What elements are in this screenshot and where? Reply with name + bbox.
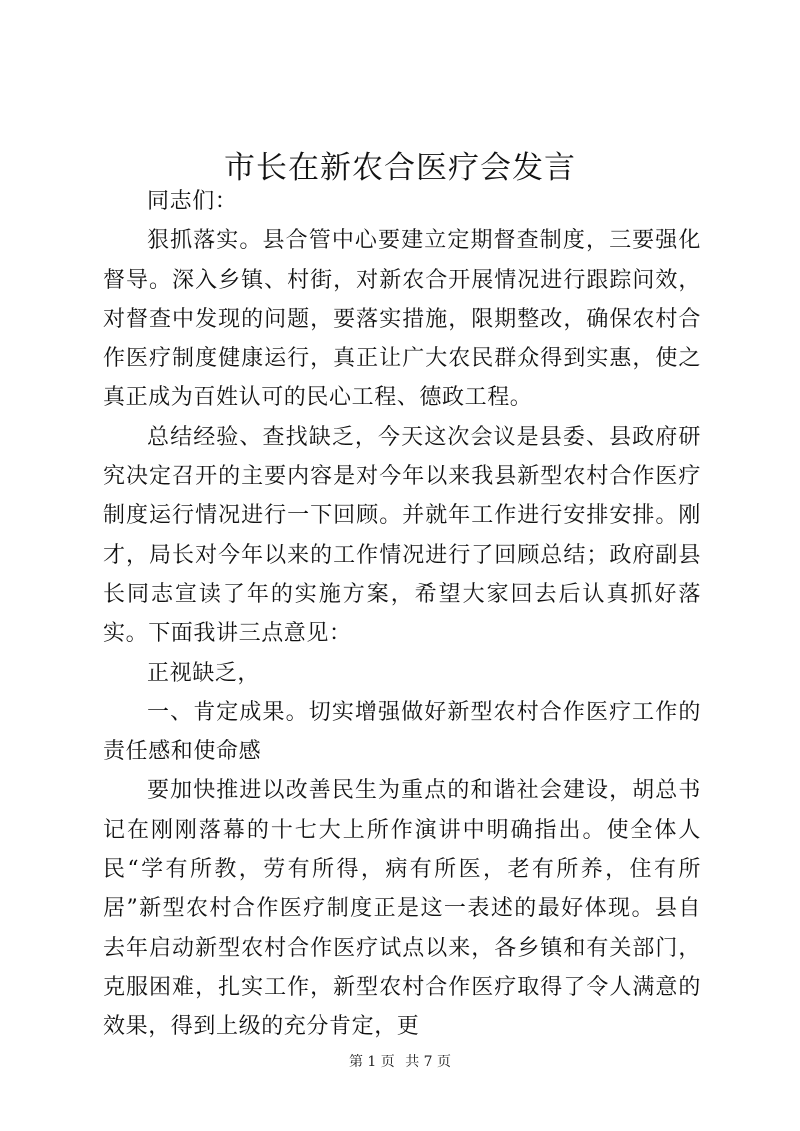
document-title: 市长在新农合医疗会发言: [224, 150, 576, 186]
paragraph-5: 要加快推进以改善民生为重点的和谐社会建设，胡总书记在刚刚落幕的十七大上所作演讲中明确指出。使全体人民“学有所教，劳有所得，病有所医，老有所养，住有所居”新型农村合作医疗制度正是这一表述的最好体现。县自去年启动新型农村合作医疗试点以来，各乡镇和有关部门，克服困难，扎实工作，新型农村合作医疗取得了令人满意的效果，得到上级的充分肯定，更: [103, 778, 701, 1040]
paragraph-1: 狠抓落实。县合管中心要建立定期督查制度，三要强化督导。深入乡镇、村街，对新农合开展情况进行跟踪问效，对督查中发现的问题，要落实措施，限期整改，确保农村合作医疗制度健康运行，真正让广大农民群众得到实惠，使之真正成为百姓认可的民心工程、德政工程。: [103, 228, 701, 411]
paragraph-3: 正视缺乏，: [147, 660, 261, 686]
page-number: 第 1 页: [348, 1054, 395, 1070]
paragraph-2: 总结经验、查找缺乏，今天这次会议是县委、县政府研究决定召开的主要内容是对今年以来我县新型农村合作医疗制度运行情况进行一下回顾。并就年工作进行安排安排。刚才，局长对今年以来的工作情况进行了回顾总结；政府副县长同志宣读了年的实施方案，希望大家回去后认真抓好落实。下面我讲三点意见：: [103, 424, 701, 647]
paragraph-salutation: 同志们：: [147, 189, 238, 214]
page-total: 共 7 页: [405, 1054, 452, 1070]
document-body: [103, 182, 701, 1047]
page-footer: [0, 1051, 800, 1071]
paragraph-4-heading: 一、肯定成果。切实增强做好新型农村合作医疗工作的责任感和使命感: [103, 699, 701, 765]
